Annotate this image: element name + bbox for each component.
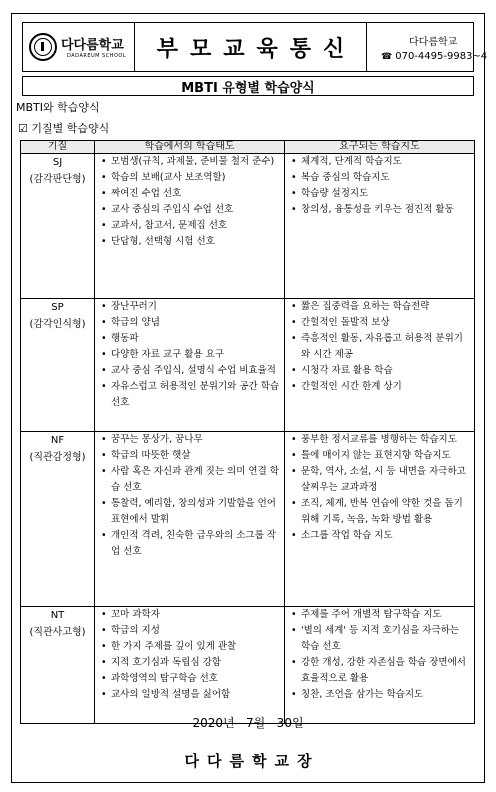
phone-icon: ☎ — [381, 52, 393, 62]
temperament-code: NF — [50, 435, 65, 446]
header — [22, 22, 488, 72]
learning-style-table — [20, 140, 475, 724]
guidance-cell — [285, 432, 475, 607]
list-item: • 간헐적인 돌발적 보상 — [291, 315, 470, 331]
table-row — [21, 299, 475, 432]
guidance-cell — [285, 299, 475, 432]
list-item: • 짧은 집중력을 요하는 학습전략 — [291, 299, 470, 315]
table-row — [21, 432, 475, 607]
list-item: • 교사 중심 주입식, 설명식 수업 비효율적 — [101, 363, 280, 379]
list-item: • 교사의 일방적 설명을 싫어함 — [101, 687, 280, 703]
page-subtitle: MBTI 유형별 학습양식 — [22, 76, 474, 96]
temperament-name: (감각인식형) — [29, 319, 86, 330]
guidance-cell — [285, 154, 475, 299]
list-item: • 학습량 설정지도 — [291, 186, 470, 202]
attitude-cell — [95, 299, 285, 432]
subsection-heading: ☑ 기질별 학습양식 — [18, 122, 110, 135]
list-item: • 교과서, 참고서, 문제집 선호 — [101, 218, 280, 234]
list-item: • 교사 중심의 주입식 수업 선호 — [101, 202, 280, 218]
list-item: • '별의 세계' 등 지적 호기심을 자극하는 학습 선호 — [291, 623, 470, 655]
list-item: • 문학, 역사, 소설, 시 등 내면을 자극하고 살찌우는 교과과정 — [291, 464, 470, 496]
table-header-row — [21, 141, 475, 154]
list-item: • 복습 중심의 학습지도 — [291, 170, 470, 186]
list-item: • 다양한 자료 교구 활용 요구 — [101, 347, 280, 363]
column-header: 요구되는 학습지도 — [285, 141, 475, 154]
list-item: • 학급의 지성 — [101, 623, 280, 639]
list-item: • 조직, 체계, 반복 연습에 약한 것을 돕기 위해 기록, 녹음, 녹화 방법 활용 — [291, 496, 470, 528]
attitude-cell — [95, 607, 285, 724]
attitude-cell — [95, 154, 285, 299]
list-item: • 장난꾸러기 — [101, 299, 280, 315]
list-item: • 과학영역의 탐구학습 선호 — [101, 671, 280, 687]
temperament-name: (감각판단형) — [29, 174, 86, 185]
issue-date: 2020년 7월 30일 — [192, 716, 304, 730]
list-item: • 행동파 — [101, 331, 280, 347]
list-item: • 주제를 주어 개별적 탐구학습 지도 — [291, 607, 470, 623]
list-item: • 틀에 매이지 않는 표현지향 학습지도 — [291, 448, 470, 464]
list-item: • 간헐적인 시간 한계 상기 — [291, 379, 470, 395]
school-logo — [23, 23, 135, 71]
attitude-list — [95, 607, 284, 703]
list-item: • 단답형, 선택형 시험 선호 — [101, 234, 280, 250]
list-item: • 통찰력, 예리함, 창의성과 기발함을 언어표현에서 발휘 — [101, 496, 280, 528]
temperament-name: (직관감정형) — [29, 452, 86, 463]
column-header: 기질 — [21, 141, 95, 154]
attitude-list — [95, 432, 284, 560]
guidance-cell — [285, 607, 475, 724]
newsletter-title: 부모교육통신 — [135, 23, 367, 71]
list-item: • 체계적, 단계적 학습지도 — [291, 154, 470, 170]
school-emblem-icon — [29, 33, 57, 61]
temperament-cell — [21, 607, 95, 724]
list-item: • 학습의 보배(교사 보조역할) — [101, 170, 280, 186]
list-item: • 풍부한 정서교류를 병행하는 학습지도 — [291, 432, 470, 448]
list-item: • 지적 호기심과 독립심 강함 — [101, 655, 280, 671]
temperament-code: NT — [50, 610, 65, 621]
temperament-code: SP — [51, 302, 64, 313]
guidance-list — [285, 432, 474, 544]
temperament-code: SJ — [52, 157, 63, 168]
list-item: • 학급의 양념 — [101, 315, 280, 331]
table-row — [21, 607, 475, 724]
temperament-cell — [21, 299, 95, 432]
list-item: • 짜여진 수업 선호 — [101, 186, 280, 202]
temperament-cell — [21, 432, 95, 607]
attitude-list — [95, 154, 284, 250]
attitude-cell — [95, 432, 285, 607]
list-item: • 칭찬, 조언을 삼가는 학습지도 — [291, 687, 470, 703]
guidance-list — [285, 607, 474, 703]
logo-name: 다다름학교 — [61, 38, 124, 53]
list-item: • 강한 개성, 강한 자존심을 학습 장면에서 효율적으로 활용 — [291, 655, 470, 687]
list-item: • 꼬마 과학자 — [101, 607, 280, 623]
list-item: • 한 가지 주제를 깊이 있게 관찰 — [101, 639, 280, 655]
list-item: • 소그룹 작업 학습 지도 — [291, 528, 470, 544]
temperament-name: (직관사고형) — [29, 627, 86, 638]
list-item: • 학급의 따뜻한 햇살 — [101, 448, 280, 464]
list-item: • 개인적 격려, 친숙한 급우와의 소그룹 작업 선호 — [101, 528, 280, 560]
guidance-list — [285, 154, 474, 218]
list-item: • 창의성, 융통성을 키우는 점진적 활동 — [291, 202, 470, 218]
section-heading: MBTI와 학습양식 — [16, 101, 100, 114]
guidance-list — [285, 299, 474, 395]
list-item: • 시청각 자료 활용 학습 — [291, 363, 470, 379]
list-item: • 사람 혹은 자신과 관계 짓는 의미 연결 학습 선호 — [101, 464, 280, 496]
newsletter-page — [11, 13, 488, 783]
contact-phone — [381, 51, 487, 62]
phone-number: 070-4495-9983~4 — [395, 51, 488, 62]
list-item: • 꿈꾸는 몽상가, 꿈나무 — [101, 432, 280, 448]
logo-subtitle: DADAREUM SCHOOL — [67, 53, 127, 59]
contact-school-name: 다다름학교 — [409, 37, 458, 48]
list-item: • 자유스럽고 허용적인 분위기와 공간 학습 선호 — [101, 379, 280, 411]
column-header: 학습에서의 학습태도 — [95, 141, 285, 154]
table-row — [21, 154, 475, 299]
list-item: • 모범생(규칙, 과제물, 준비물 철저 준수) — [101, 154, 280, 170]
principal-signature: 다다름학교장 — [184, 752, 320, 770]
temperament-cell — [21, 154, 95, 299]
list-item: • 즉흥적인 활동, 자유롭고 허용적 분위기와 시간 제공 — [291, 331, 470, 363]
attitude-list — [95, 299, 284, 411]
